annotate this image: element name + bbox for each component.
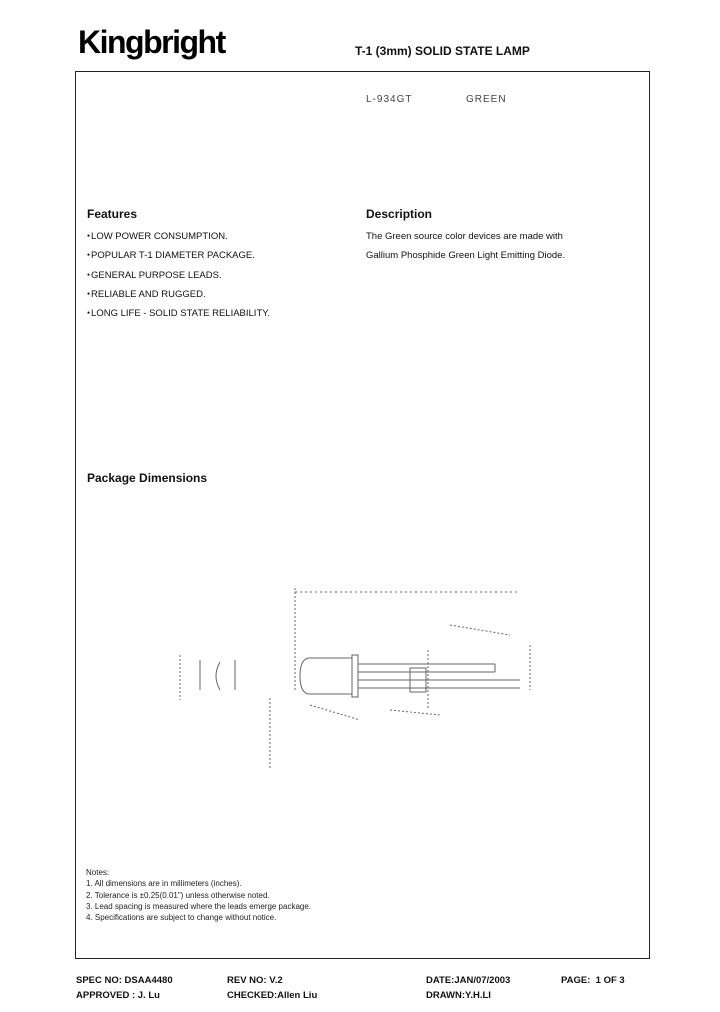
part-color: GREEN — [466, 94, 507, 105]
spec-number: SPEC NO: DSAA4480 — [76, 975, 173, 986]
notes-heading: Notes: — [86, 868, 110, 877]
note-item: 3. Lead spacing is measured where the leads emerge package. — [86, 901, 312, 911]
package-heading: Package Dimensions — [87, 471, 208, 485]
notes-block — [86, 867, 311, 923]
features-heading: Features — [87, 207, 138, 221]
part-number: L-934GT — [366, 94, 413, 105]
dimension-line — [450, 625, 510, 635]
dimension-line — [310, 705, 360, 720]
checked-by: CHECKED:Allen Liu — [227, 990, 318, 1001]
approved-by: APPROVED : J. Lu — [76, 990, 160, 1001]
front-view-mark — [216, 662, 220, 690]
feature-item: ● RELIABLE AND RUGGED. — [87, 285, 270, 304]
description-heading: Description — [366, 207, 433, 221]
document-title: T-1 (3mm) SOLID STATE LAMP — [355, 44, 530, 58]
description-text — [366, 227, 636, 265]
feature-item: ● LONG LIFE - SOLID STATE RELIABILITY. — [87, 304, 270, 323]
note-item: 4. Specifications are subject to change without notice. — [86, 913, 277, 923]
led-flange — [352, 655, 358, 697]
document-date: DATE:JAN/07/2003 — [426, 975, 511, 986]
note-item: 2. Tolerance is ±0.25(0.01") unless otherwise noted. — [86, 890, 270, 900]
description-line: The Green source color devices are made with — [366, 231, 563, 242]
description-line: Gallium Phosphide Green Light Emitting Diode. — [366, 250, 566, 262]
led-dome-outline — [300, 658, 352, 694]
dimension-line — [390, 710, 440, 715]
features-list — [87, 227, 270, 324]
drawn-by: DRAWN:Y.H.LI — [426, 990, 491, 1001]
feature-item: ● POPULAR T-1 DIAMETER PACKAGE. — [87, 246, 270, 265]
note-item: 1. All dimensions are in millimeters (inches). — [86, 879, 242, 889]
revision-number: REV NO: V.2 — [227, 975, 283, 986]
feature-item: ● LOW POWER CONSUMPTION. — [87, 227, 270, 246]
brand-logo: Kingbright — [78, 24, 225, 60]
package-dimensions-drawing — [160, 580, 560, 780]
content-frame — [75, 71, 650, 959]
page-number: PAGE: 1 OF 3 — [561, 975, 625, 986]
feature-item: ● GENERAL PURPOSE LEADS. — [87, 266, 270, 285]
